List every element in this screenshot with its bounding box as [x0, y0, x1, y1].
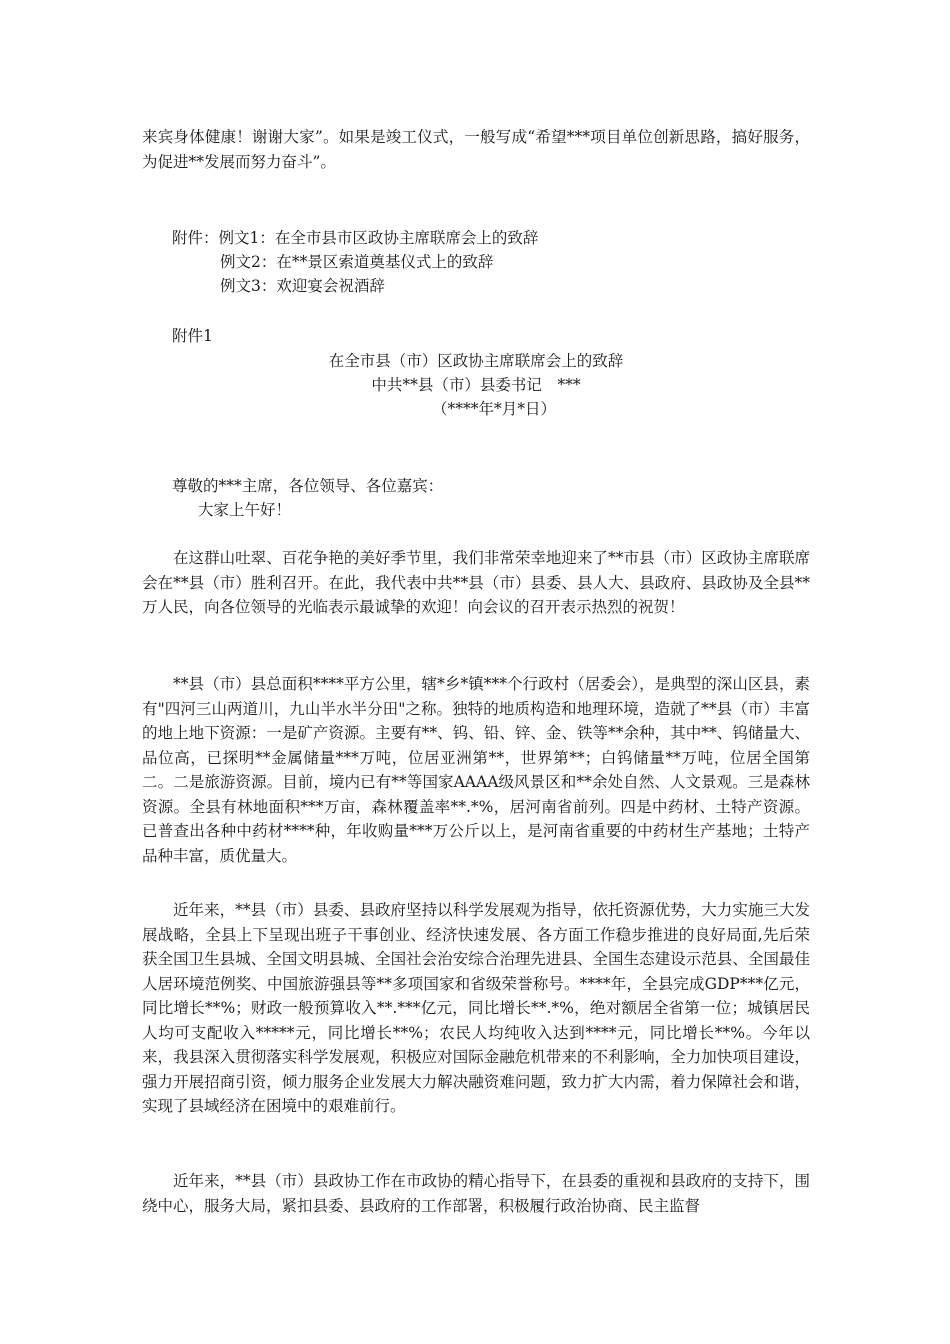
speech-title: 在全市县（市）区政协主席联席会上的致辞 — [328, 352, 624, 370]
attachment-heading: 附件1 — [172, 327, 213, 345]
speech-date: （****年*月*日） — [431, 400, 556, 418]
attachment-list-item-1: 附件：例文1：在全市县市区政协主席联席会上的致辞 — [172, 229, 539, 247]
speech-speaker: 中共**县（市）县委书记 *** — [371, 376, 581, 394]
attachment-list-item-3: 例文3：欢迎宴会祝酒辞 — [220, 277, 385, 295]
intro-paragraph: 来宾身体健康！谢谢大家”。如果是竣工仪式，一般写成“希望***项目单位创新思路，搞好服务，为促进**发展而努力奋斗”。 — [142, 128, 810, 171]
speech-paragraph-4: 近年来，**县（市）县政协工作在市政协的精心指导下，在县委的重视和县政府的支持下，围绕中心，服务大局，紧扣县委、县政府的工作部署，积极履行政治协商、民主监督 — [142, 1172, 810, 1215]
attachment-list-item-2: 例文2：在**景区索道奠基仪式上的致辞 — [220, 253, 494, 271]
speech-salutation: 尊敬的***主席，各位领导、各位嘉宾： — [172, 477, 444, 495]
speech-paragraph-1: 在这群山吐翠、百花争艳的美好季节里，我们非常荣幸地迎来了**市县（市）区政协主席联席会在**县（市）胜利召开。在此，我代表中共**县（市）县委、县人大、县政府、县政协及全县**万人民，向各位领导的光临表示最诚挚的欢迎！向会议的召开表示热烈的祝贺！ — [142, 549, 810, 616]
speech-paragraph-2: **县（市）县总面积****平方公里，辖*乡*镇***个行政村（居委会），是典型的深山区县，素有"四河三山两道川，九山半水半分田"之称。独特的地质构造和地理环境，造就了**县（市）丰富的地上地下资源：一是矿产资源。主要有**、钨、铅、锌、金、铁等**余种，其中**、钨储量大、品位高，已探明**金属储量***万吨，位居亚洲第**，世界第**；白钨储量**万吨，位居全国第二。二是旅游资源。目前，境内已有**等国家AAAA级风景区和**余处自然、人文景观。三是森林资源。全县有林地面积***万亩，森林覆盖率**.*%，居河南省前列。四是中药材、土特产资源。已普查出各种中药材****种，年收购量***万公斤以上，是河南省重要的中药材生产基地；土特产品种丰富，质优量大。 — [142, 675, 810, 865]
speech-greeting: 大家上午好！ — [198, 501, 292, 519]
speech-paragraph-3: 近年来，**县（市）县委、县政府坚持以科学发展观为指导，依托资源优势，大力实施三大发展战略，全县上下呈现出班子干事创业、经济快速发展、各方面工作稳步推进的良好局面,先后荣获全国卫生县城、全国文明县城、全国社会治安综合治理先进县、全国生态建设示范县、全国最佳人居环境范例奖、中国旅游强县等**多项国家和省级荣誉称号。****年，全县完成GDP***亿元，同比增长**%；财政一般预算收入**.***亿元，同比增长**.*%，绝对额居全省第一位；城镇居民人均可支配收入*****元，同比增长**%；农民人均纯收入达到****元，同比增长**%。今年以来，我县深入贯彻落实科学发展观，积极应对国际金融危机带来的不利影响，全力加快项目建设，强力开展招商引资，倾力服务企业发展大力解决融资难问题，致力扩大内需，着力保障社会和谐，实现了县域经济在困境中的艰难前行。 — [142, 901, 810, 1115]
